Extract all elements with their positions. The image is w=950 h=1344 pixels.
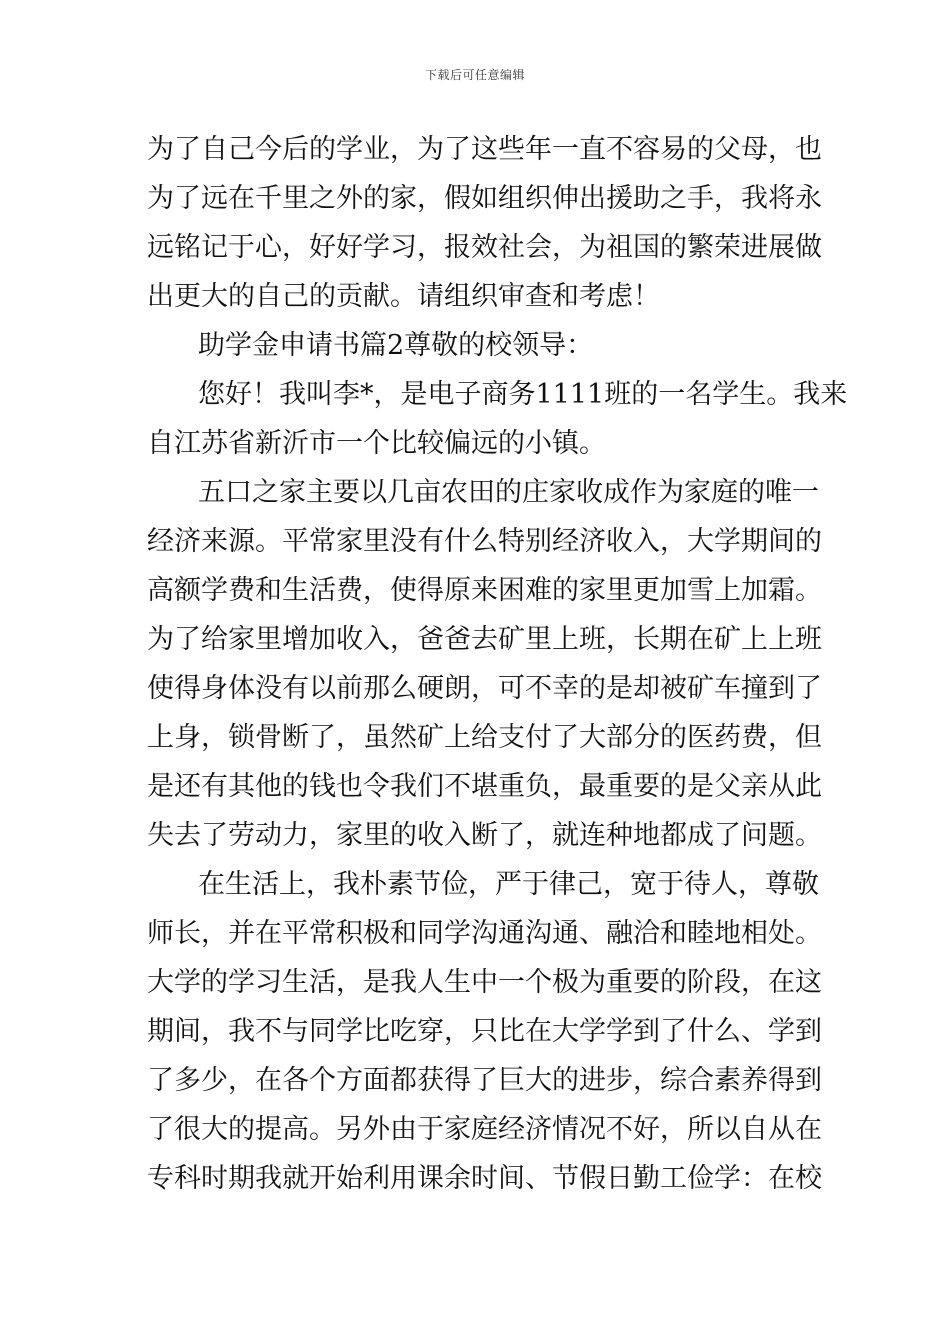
paragraph-line: 专科时期我就开始利用课余时间、节假日勤工俭学：在校 — [147, 1163, 822, 1194]
paragraph-line: 高额学费和生活费，使得原来困难的家里更加雪上加霜。 — [147, 575, 822, 606]
paragraph-line: 为了给家里增加收入，爸爸去矿里上班，长期在矿上上班 — [147, 624, 822, 655]
paragraph-line: 为了自己今后的学业，为了这些年一直不容易的父母，也 — [147, 134, 822, 165]
paragraph-line: 期间，我不与同学比吃穿，只比在大学学到了什么、学到 — [147, 1016, 822, 1047]
paragraph-line: 上身，锁骨断了，虽然矿上给支付了大部分的医药费，但 — [147, 722, 822, 753]
paragraph-line: 了很大的提高。另外由于家庭经济情况不好，所以自从在 — [147, 1114, 822, 1145]
paragraph-line: 为了远在千里之外的家，假如组织伸出援助之手，我将永 — [147, 183, 822, 214]
paragraph-line: 是还有其他的钱也令我们不堪重负，最重要的是父亲从此 — [147, 771, 822, 802]
paragraph-line: 使得身体没有以前那么硬朗，可不幸的是却被矿车撞到了 — [147, 673, 822, 704]
paragraph-first-line: 五口之家主要以几亩农田的庄家收成作为家庭的唯一 — [198, 477, 819, 508]
paragraph-line: 远铭记于心，好好学习，报效社会，为祖国的繁荣进展做 — [147, 232, 822, 263]
paragraph-line: 出更大的自己的贡献。请组织审查和考虑！ — [147, 281, 660, 312]
paragraph-line: 失去了劳动力，家里的收入断了，就连种地都成了问题。 — [147, 820, 822, 851]
paragraph-line: 大学的学习生活，是我人生中一个极为重要的阶段，在这 — [147, 967, 822, 998]
paragraph-line: 经济来源。平常家里没有什么特别经济收入，大学期间的 — [147, 526, 822, 557]
paragraph-first-line: 您好！我叫李*，是电子商务1111班的一名学生。我来 — [198, 379, 848, 410]
paragraph-line: 自江苏省新沂市一个比较偏远的小镇。 — [147, 428, 606, 459]
paragraph-line: 了多少，在各个方面都获得了巨大的进步，综合素养得到 — [147, 1065, 822, 1096]
paragraph-line: 师长，并在平常积极和同学沟通沟通、融洽和睦地相处。 — [147, 918, 822, 949]
page-header-note: 下载后可任意编辑 — [424, 68, 525, 82]
paragraph-first-line: 在生活上，我朴素节俭，严于律己，宽于待人，尊敬 — [198, 869, 819, 900]
paragraph-first-line: 助学金申请书篇2尊敬的校领导： — [198, 330, 594, 361]
